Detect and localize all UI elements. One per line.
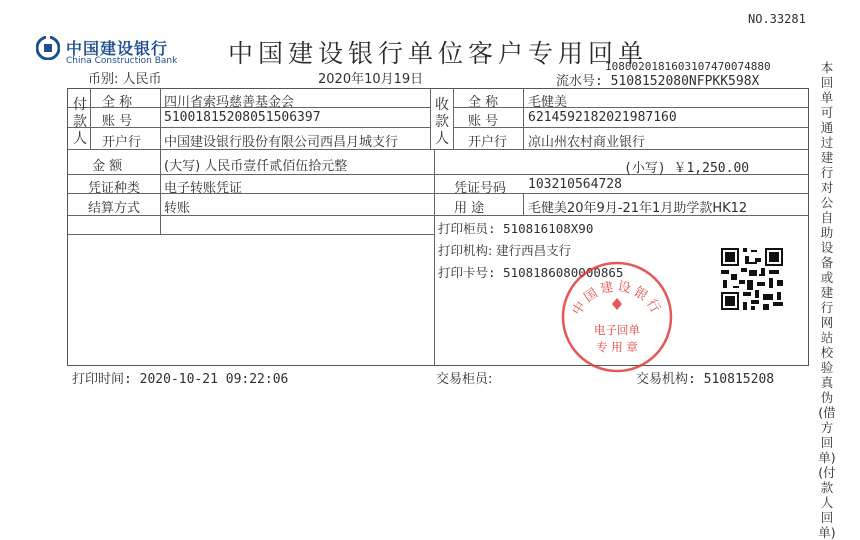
voucher-type: 电子转账凭证 — [164, 181, 243, 196]
payee-name-label: 全 称 — [468, 95, 499, 110]
payer-name-label: 全 称 — [102, 95, 133, 110]
payee-section-label: 收款人 — [435, 97, 449, 147]
serial-number: 1080020181603107470074880 — [605, 60, 771, 73]
payer-section-label: 付款人 — [73, 97, 87, 147]
payee-account: 6214592182021987160 — [528, 110, 677, 125]
ccb-logo-icon — [36, 36, 60, 60]
seal-outer-text: 中国建设银行 — [569, 279, 665, 319]
document-number: NO.33281 — [748, 12, 806, 26]
payee-bank: 凉山州农村商业银行 — [528, 135, 646, 150]
amount-lower: (小写) ￥1,250.00 — [624, 161, 750, 176]
payee-name: 毛健美 — [528, 95, 568, 110]
print-card: 打印卡号: 5108186080000865 — [438, 265, 624, 280]
amount-upper: (大写) 人民币壹仟贰佰伍拾元整 — [164, 159, 348, 174]
settlement-label: 结算方式 — [88, 201, 141, 216]
voucher-no: 103210564728 — [528, 177, 622, 192]
payer-name: 四川省索玛慈善基金会 — [164, 95, 295, 110]
print-time: 打印时间: 2020-10-21 09:22:06 — [72, 372, 289, 387]
bank-name-cn: 中国建设银行 — [66, 39, 169, 58]
svg-text:中国建设银行 — [569, 278, 664, 318]
transaction-date: 2020年10月19日 — [318, 72, 424, 87]
flow-number: 流水号: 5108152080NFPKK598X — [556, 74, 760, 89]
bank-name-en: China Construction Bank — [66, 56, 178, 66]
payee-bank-label: 开户行 — [468, 135, 508, 150]
bank-logo — [36, 34, 221, 70]
seal-line1: 电子回单 — [594, 323, 640, 337]
payer-account: 51001815208051506397 — [164, 110, 321, 125]
electronic-receipt-seal — [558, 258, 676, 376]
payee-account-label: 账 号 — [468, 114, 499, 129]
transaction-branch: 交易机构: 510815208 — [636, 372, 775, 387]
seal-line2: 专 用 章 — [596, 340, 638, 354]
side-verification-note: 本回单可通过建行对公自助设备或建行网站校验真伪(借方回单)(付款人回单) — [818, 60, 836, 540]
print-teller: 打印柜员: 510816108X90 — [438, 221, 594, 236]
voucher-no-label: 凭证号码 — [454, 181, 507, 196]
payer-bank: 中国建设银行股份有限公司西昌月城支行 — [164, 135, 399, 150]
qr-code-icon — [719, 246, 785, 312]
seal-star-icon — [612, 298, 622, 310]
settlement-value: 转账 — [164, 201, 191, 216]
currency-label: 币别: 人民币 — [88, 72, 162, 87]
receipt-table — [67, 88, 809, 366]
purpose-label: 用 途 — [454, 201, 485, 216]
transaction-teller: 交易柜员: — [436, 372, 493, 387]
voucher-type-label: 凭证种类 — [88, 181, 141, 196]
payer-account-label: 账 号 — [102, 114, 133, 129]
purpose-value: 毛健美20年9月-21年1月助学款HK12 — [528, 201, 748, 216]
amount-label: 金 额 — [92, 159, 123, 174]
page-title: 中国建设银行单位客户专用回单 — [228, 39, 649, 68]
print-branch: 打印机构: 建行西昌支行 — [438, 243, 572, 258]
payer-bank-label: 开户行 — [102, 135, 142, 150]
